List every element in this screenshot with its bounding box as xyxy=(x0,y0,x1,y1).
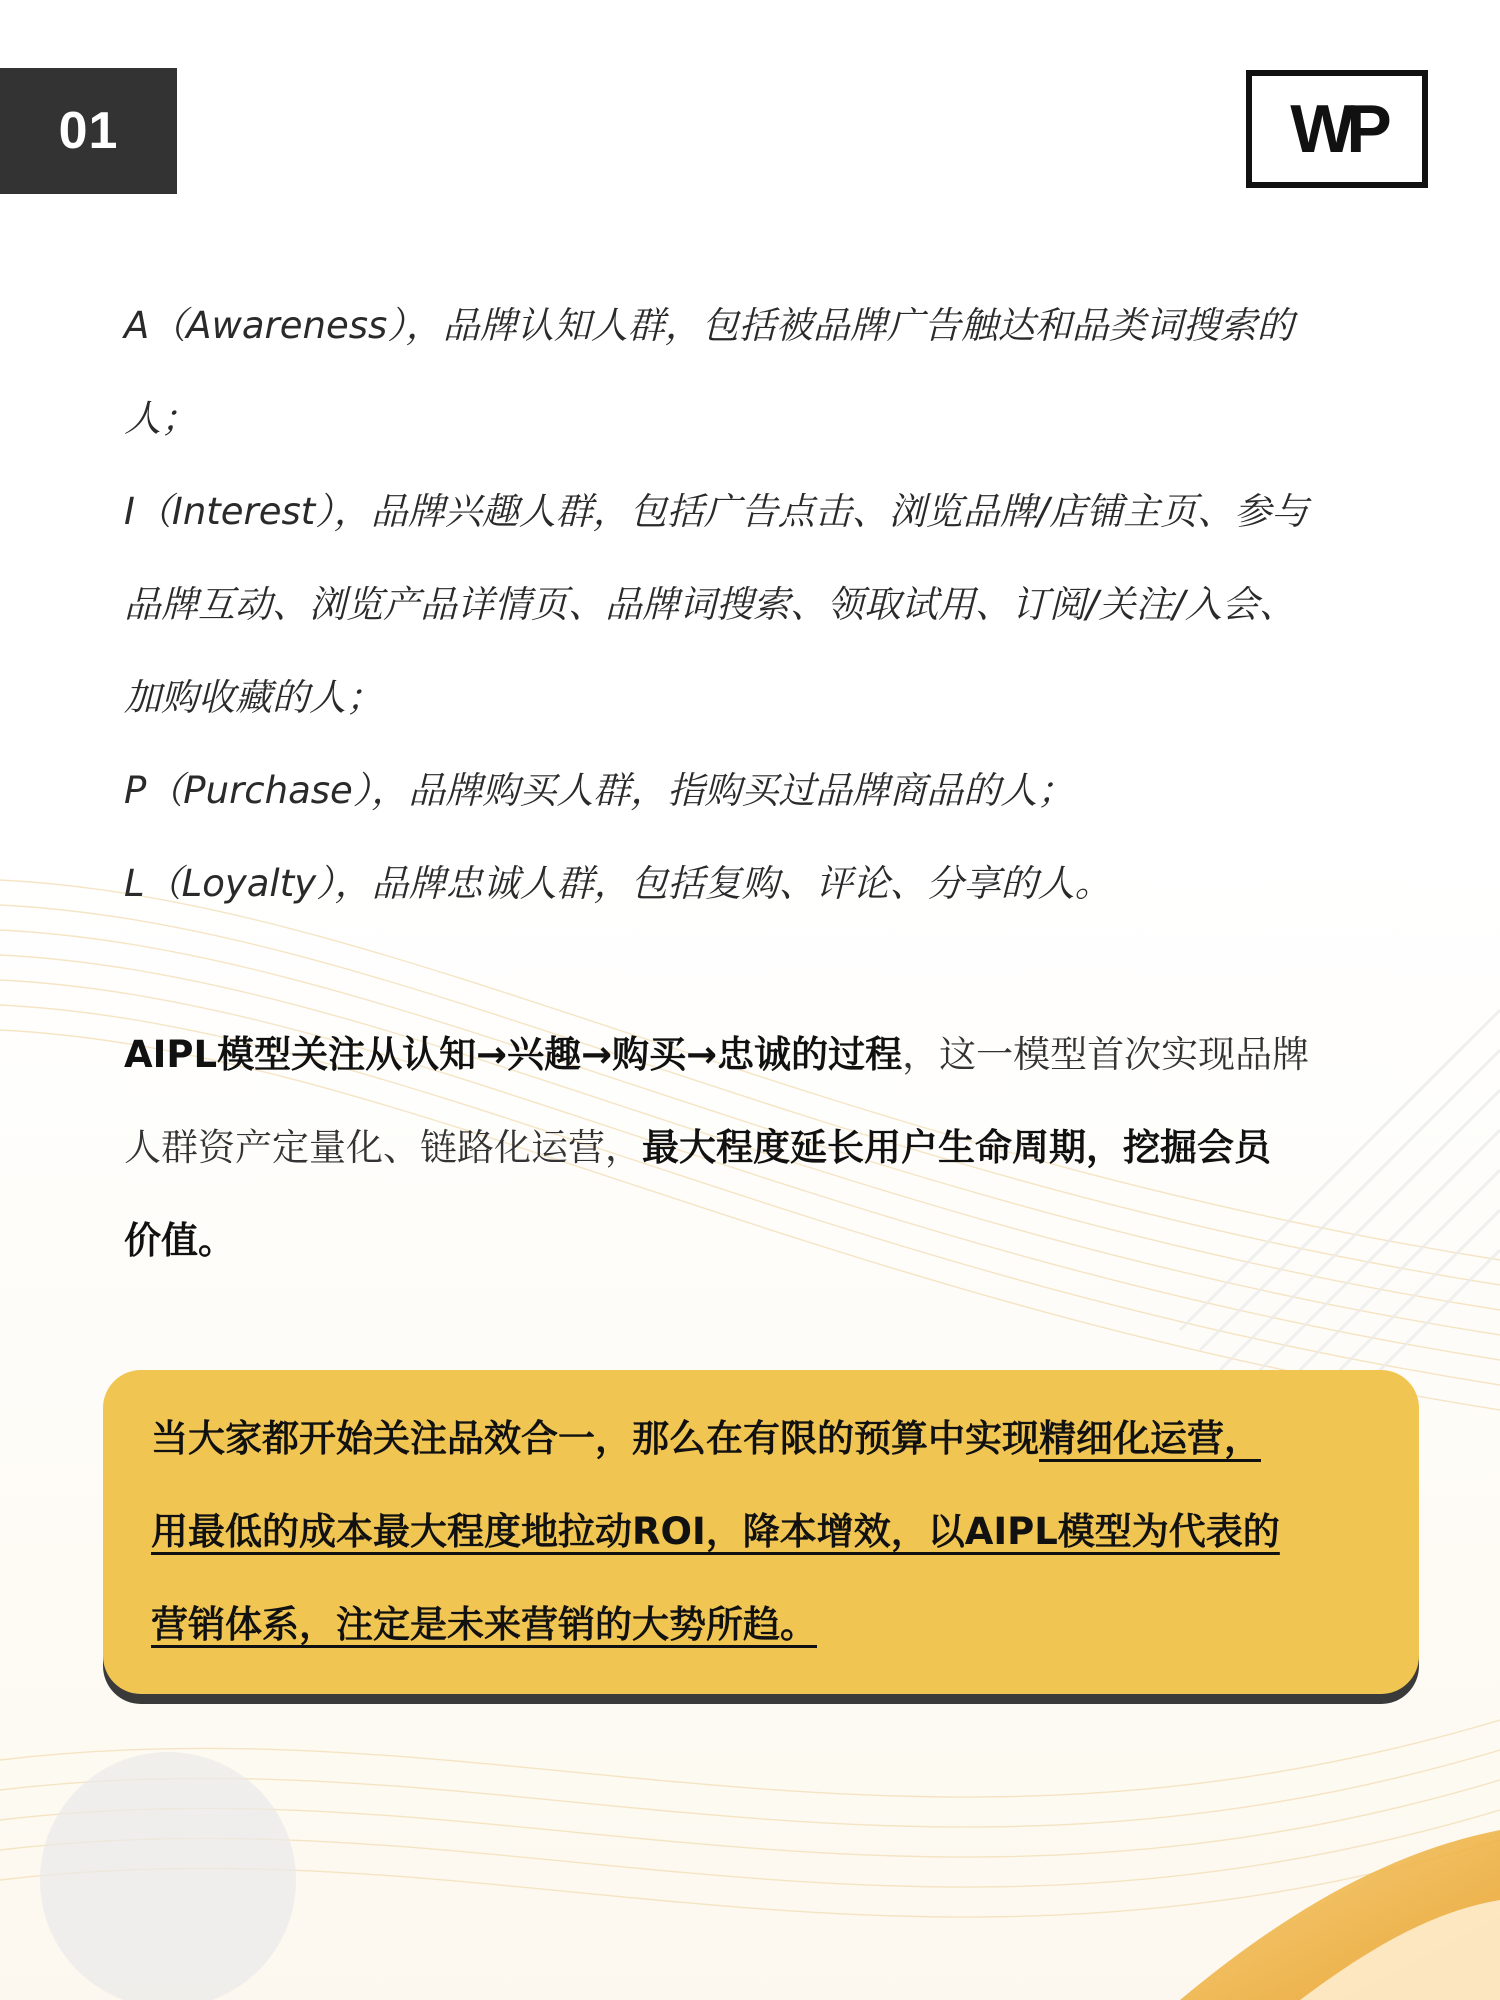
callout-text-underlined: 用最低的成本最大程度地拉动ROI，降本增效，以AIPL模型为代表的 xyxy=(151,1510,1280,1553)
callout-text-underlined: 精细化运营， xyxy=(1039,1417,1261,1460)
summary-text: ，这一模型首次实现品牌 xyxy=(902,1033,1310,1076)
definition-line: I（Interest），品牌兴趣人群，包括广告点击、浏览品牌/店铺主页、参与 xyxy=(124,490,1309,533)
aipl-definitions xyxy=(124,279,1384,930)
page-number-badge xyxy=(0,68,177,194)
highlight-callout-box xyxy=(103,1370,1419,1694)
summary-line xyxy=(124,1194,1384,1287)
definition-line: P（Purchase），品牌购买人群，指购买过品牌商品的人； xyxy=(124,769,1075,812)
callout-line xyxy=(151,1485,1391,1578)
page-number: 01 xyxy=(58,102,119,160)
callout-text xyxy=(151,1392,1391,1671)
wp-logo xyxy=(1246,70,1428,188)
aipl-summary-paragraph xyxy=(124,1008,1384,1287)
summary-line xyxy=(124,1008,1384,1101)
definition-line: 人； xyxy=(124,397,198,440)
callout-line xyxy=(151,1392,1391,1485)
summary-emphasis: 价值。 xyxy=(124,1219,235,1262)
summary-emphasis: 最大程度延长用户生命周期，挖掘会员 xyxy=(642,1126,1271,1169)
logo-text: WP xyxy=(1290,91,1384,167)
callout-text-underlined: 营销体系，注定是未来营销的大势所趋。 xyxy=(151,1603,817,1646)
summary-text: 人群资产定量化、链路化运营， xyxy=(124,1126,642,1169)
definition-line: A（Awareness），品牌认知人群，包括被品牌广告触达和品类词搜索的 xyxy=(124,304,1294,347)
callout-line xyxy=(151,1578,1391,1671)
definition-line: L（Loyalty），品牌忠诚人群，包括复购、评论、分享的人。 xyxy=(124,862,1112,905)
definition-line: 加购收藏的人； xyxy=(124,676,383,719)
callout-text-plain: 当大家都开始关注品效合一，那么在有限的预算中实现 xyxy=(151,1417,1039,1460)
definition-line: 品牌互动、浏览产品详情页、品牌词搜索、领取试用、订阅/关注/入会、 xyxy=(124,583,1296,626)
summary-line xyxy=(124,1101,1384,1194)
summary-emphasis: AIPL模型关注从认知→兴趣→购买→忠诚的过程 xyxy=(124,1033,903,1076)
